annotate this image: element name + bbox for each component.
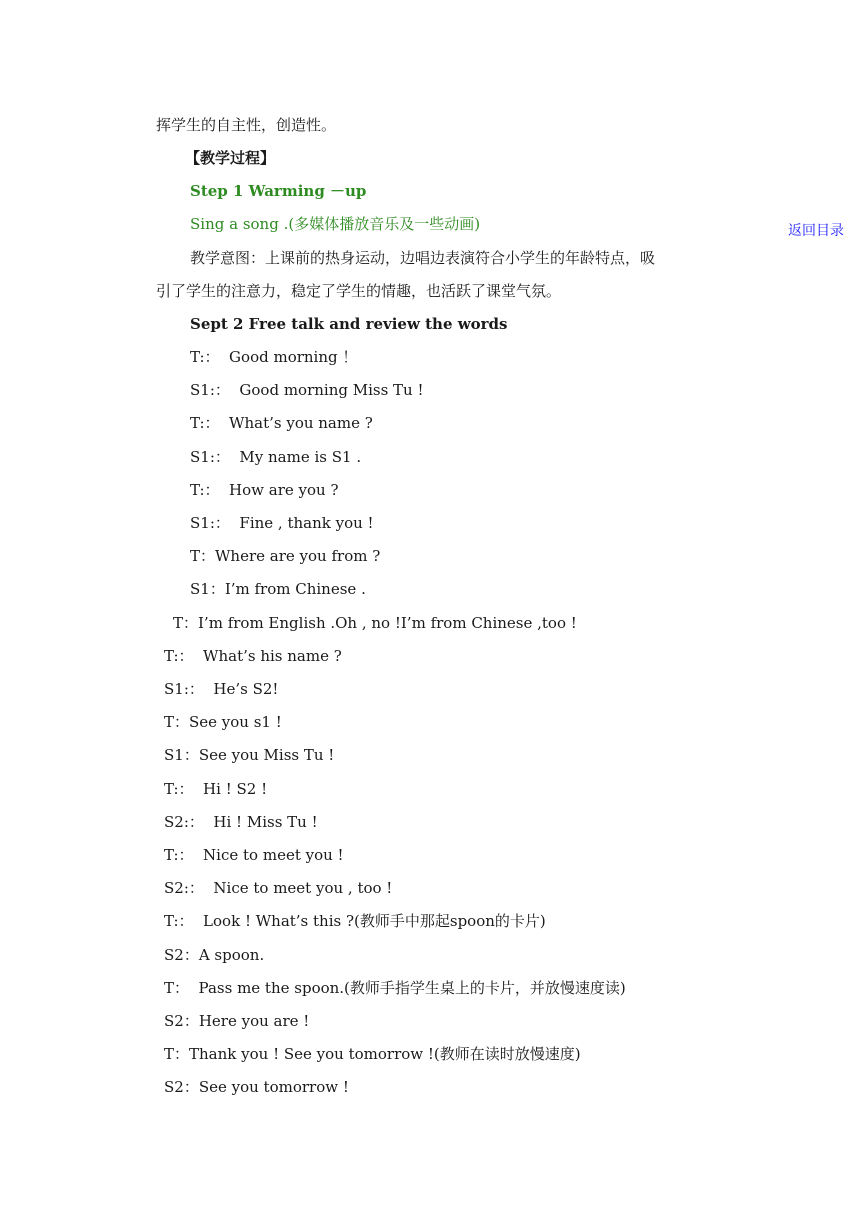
step-2-heading: Sept 2 Free talk and review the words bbox=[190, 315, 508, 333]
dialogue-line: S2：Here you are ! bbox=[164, 1012, 310, 1030]
intent-line-2: 引了学生的注意力，稳定了学生的情趣，也活跃了课堂气氛。 bbox=[156, 282, 562, 300]
dialogue-line: T：See you s1 ! bbox=[164, 713, 282, 731]
dialogue-line: T：Thank you ! See you tomorrow !(教师在读时放慢速度) bbox=[164, 1045, 581, 1063]
dialogue-line: T:： What’s his name ? bbox=[164, 647, 342, 665]
dialogue-line: S1：I’m from Chinese . bbox=[190, 580, 366, 598]
paragraph-continuation: 挥学生的自主性，创造性。 bbox=[156, 116, 337, 134]
dialogue-line: S2：See you tomorrow ! bbox=[164, 1078, 349, 1096]
dialogue-line: T:： How are you ? bbox=[190, 481, 339, 499]
intent-line-1: 教学意图：上课前的热身运动，边唱边表演符合小学生的年龄特点，吸 bbox=[190, 249, 656, 267]
section-heading: 【教学过程】 bbox=[185, 149, 276, 167]
dialogue-line: S2：A spoon. bbox=[164, 946, 265, 964]
dialogue-line: S1：See you Miss Tu ! bbox=[164, 746, 335, 764]
dialogue-line: S1:： Good morning Miss Tu ! bbox=[190, 381, 424, 399]
dialogue-line: T:： Good morning ！ bbox=[190, 348, 358, 366]
dialogue-line: T:： What’s you name ? bbox=[190, 414, 373, 432]
dialogue-line: S1:： He’s S2! bbox=[164, 680, 279, 698]
return-to-toc-link[interactable]: 返回目录 bbox=[788, 223, 844, 239]
dialogue-line: T： Pass me the spoon.(教师手指学生桌上的卡片，并放慢速度读) bbox=[164, 979, 626, 997]
dialogue-line: T:： Look ! What’s this ?(教师手中那起spoon的卡片) bbox=[164, 912, 546, 930]
dialogue-line: S2:： Hi ! Miss Tu ! bbox=[164, 813, 318, 831]
dialogue-line: T:： Hi ! S2 ! bbox=[164, 780, 268, 798]
step-1-heading: Step 1 Warming －up bbox=[190, 182, 367, 200]
dialogue-line: S2:： Nice to meet you , too ! bbox=[164, 879, 393, 897]
dialogue-line: S1:： Fine , thank you ! bbox=[190, 514, 374, 532]
dialogue-line: S1:： My name is S1 . bbox=[190, 448, 362, 466]
step-1-activity: Sing a song .(多媒体播放音乐及一些动画) bbox=[190, 215, 481, 233]
dialogue-line: T：Where are you from ? bbox=[190, 547, 381, 565]
dialogue-line: T:： Nice to meet you ! bbox=[164, 846, 344, 864]
dialogue-line: T：I’m from English .Oh , no !I’m from Chinese ,too ! bbox=[173, 614, 577, 632]
